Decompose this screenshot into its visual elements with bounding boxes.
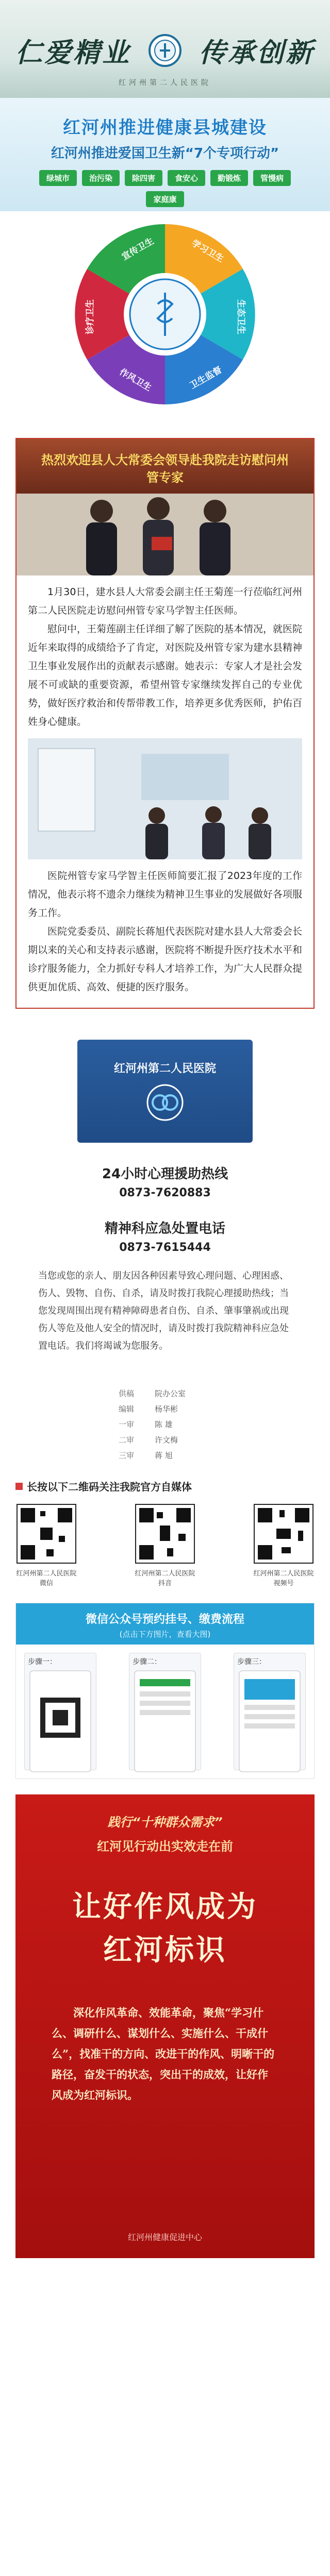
booking-subtitle: (点击下方图片，查看大图) <box>119 1630 211 1639</box>
hygiene-wheel-graphic <box>67 216 263 412</box>
poster-line-2: 红河见行动出实效走在前 <box>97 1839 233 1854</box>
hygiene-wheel <box>0 211 330 417</box>
qr-label: 红河州第二人民医院视频号 <box>253 1570 314 1587</box>
style-poster <box>15 1794 315 2258</box>
article-photo-2 <box>28 738 302 859</box>
slogan-left: 仁爱精业 <box>15 37 131 69</box>
poster-body: 深化作风革命、效能革命，聚焦“学习什么、调研什么、谋划什么、实施什么、干成什么”，找准干的方向、改进干的作风、明晰干的路径，奋发干的状态，突出干的成效，让好作风成为红河标识。 <box>52 2006 275 2102</box>
emergency-number[interactable]: 0873-7615444 <box>119 1241 211 1254</box>
article-paragraph: 慰问中，王菊莲副主任详细了解了医院的基本情况，就医院近年来取得的成绩给予了肯定，对医院及州管专家为建水县精神卫生事业发展作出的贡献表示感谢。她表示：专家人才是社会发展不可或缺的重要资源，希望州管专家继续发挥自己的专业优势，做好医疗救治和传帮带教工作，培养更多优秀医师，护佑百姓身心健康。 <box>28 623 303 727</box>
hotline-title: 24小时心理援助热线 <box>102 1166 228 1182</box>
qr-code-icon[interactable] <box>135 1504 195 1564</box>
phone-screenshot-icon <box>133 1667 197 1775</box>
qr-item[interactable] <box>253 1504 315 1587</box>
theme-tag: 食安心 <box>168 170 205 186</box>
theme-tag: 除四害 <box>125 170 162 186</box>
hospital-card-title: 红河州第二人民医院 <box>113 1062 216 1075</box>
hotline-number[interactable]: 0873-7620883 <box>119 1187 211 1199</box>
booking-header <box>16 1603 314 1645</box>
hotline-section <box>31 1040 299 1376</box>
wheel-segment-label: 卫生监督 <box>188 365 224 392</box>
theme-tag: 管慢病 <box>253 170 291 186</box>
people-photo-graphic <box>16 439 314 575</box>
hospital-logo-icon <box>148 34 182 67</box>
theme-subtitle: 红河州推进爱国卫生新“7个专项行动” <box>51 146 279 161</box>
theme-tag: 家庭康 <box>146 191 184 207</box>
wheel-segment-label: 诊疗卫生 <box>85 299 95 334</box>
theme-tag: 治污染 <box>82 170 120 186</box>
header-banner <box>0 0 330 98</box>
credit-row: 供稿 院办公室 <box>119 1389 186 1398</box>
credit-row: 一审 陈 雄 <box>119 1420 173 1429</box>
theme-tag: 勤锻炼 <box>210 170 248 186</box>
theme-banner <box>0 98 330 211</box>
credit-row: 二审 许文梅 <box>119 1435 178 1445</box>
qr-section <box>15 1479 315 1587</box>
qr-item[interactable] <box>134 1504 196 1587</box>
wheel-segment-label: 作风卫生 <box>118 367 153 394</box>
theme-tag: 绿城市 <box>39 170 77 186</box>
qr-section-title: 长按以下二维码关注我院官方自媒体 <box>15 1479 315 1494</box>
booking-steps <box>16 1645 314 1778</box>
qr-item[interactable] <box>15 1504 77 1587</box>
wheel-segment-label: 学习卫生 <box>190 238 225 265</box>
phone-screenshot-icon <box>28 1667 93 1775</box>
article-paragraph: 医院州管专家马学智主任医师简要汇报了2023年度的工作情况，他表示将不遗余力继续为精神卫生事业的发展做好各项服务工作。 <box>28 870 303 919</box>
photo-banner-text: 热烈欢迎县人大常委会领导赴我院走访慰问州管专家 <box>41 453 289 485</box>
credits <box>119 1386 330 1463</box>
news-article <box>15 438 315 1009</box>
wheel-segment-label: 生态卫生 <box>236 299 246 334</box>
phone-screenshot-icon <box>237 1667 302 1775</box>
booking-title: 微信公众号预约挂号、缴费流程 <box>85 1613 244 1626</box>
credit-row: 编辑 杨华彬 <box>119 1404 178 1414</box>
slogan-right: 传承创新 <box>199 37 315 69</box>
theme-title: 红河州推进健康县城建设 <box>63 117 267 138</box>
emergency-title: 精神科应急处置电话 <box>104 1221 225 1236</box>
qr-code-icon[interactable] <box>254 1504 314 1564</box>
theme-tags <box>0 170 330 207</box>
qr-code-icon[interactable] <box>16 1504 76 1564</box>
qr-grid <box>15 1504 315 1587</box>
article-paragraph: 1月30日，建水县人大常委会副主任王菊莲一行莅临红河州第二人民医院走访慰问州管专家马学智主任医师。 <box>28 586 302 616</box>
article-paragraph: 医院党委委员、副院长蒋旭代表医院对建水县人大常委会长期以来的关心和支持表示感谢，医院将不断提升医疗技术水平和诊疗服务能力，全力抓好专科人才培养工作，为广大人民群众提供更加优质、高效、便捷的医疗服务。 <box>28 926 303 993</box>
poster-line-1: 践行“十种群众需求” <box>107 1815 223 1829</box>
office-photo-graphic <box>28 738 302 859</box>
hospital-name: 红河州第二人民医院 <box>119 79 211 87</box>
booking-step[interactable]: 步骤一： <box>24 1653 96 1770</box>
poster-headline: 让好作风成为 红河标识 <box>72 1890 258 1967</box>
hotline-description: 当您或您的亲人、朋友因各种因素导致心理问题、心理困惑、伤人、毁物、自伤、自杀，请及时拨打我院心理援助热线；当您发现周围出现有精神障碍患者自伤、自杀、肇事肇祸或出现伤人等危及他人安全的情况时，请及时拨打我院精神科应急处置电话。我们将竭诚为您服务。 <box>38 1270 289 1351</box>
hospital-emblem-icon <box>144 1082 186 1123</box>
qr-label: 红河州第二人民医院抖音 <box>135 1570 195 1587</box>
wheel-segment-label: 宣传卫生 <box>120 236 156 263</box>
booking-step[interactable]: 步骤三： <box>234 1653 306 1770</box>
qr-label: 红河州第二人民医院微信 <box>16 1570 77 1587</box>
booking-step[interactable]: 步骤二： <box>129 1653 201 1770</box>
slogan-row <box>0 31 330 70</box>
credit-row: 三审 蒋 旭 <box>119 1451 173 1460</box>
bullet-icon <box>15 1483 23 1490</box>
booking-guide[interactable] <box>15 1603 315 1779</box>
hospital-card <box>77 1040 253 1143</box>
poster-footer: 红河州健康促进中心 <box>127 2232 202 2242</box>
article-photo <box>16 439 314 575</box>
